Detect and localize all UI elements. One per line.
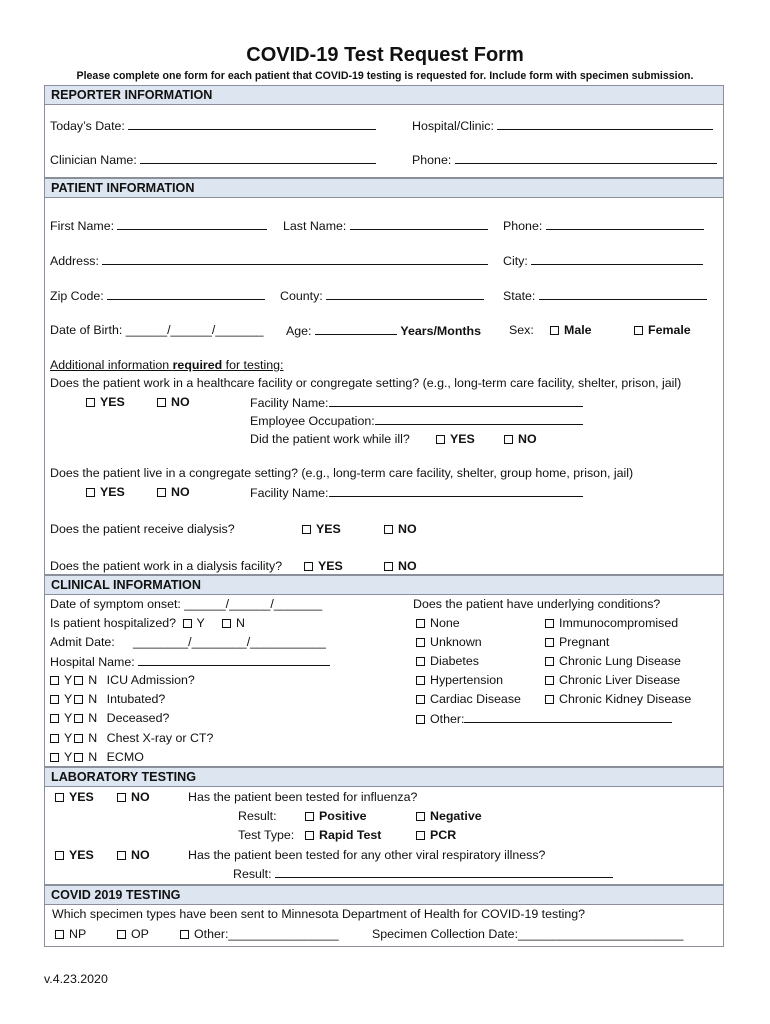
condition-diabetes[interactable]: [416, 654, 479, 668]
yes-label: YES: [69, 848, 94, 862]
checkbox-icon[interactable]: [50, 676, 59, 685]
state-field[interactable]: [503, 288, 707, 303]
condition-kidney[interactable]: [545, 692, 691, 706]
zip-label: Zip Code:: [50, 289, 104, 303]
no-label: NO: [398, 559, 417, 573]
facility-name-line[interactable]: [329, 485, 583, 497]
n-label: N: [88, 692, 98, 706]
age-line[interactable]: [315, 323, 397, 335]
checkbox-icon[interactable]: [545, 657, 554, 666]
clinical-header: CLINICAL INFORMATION: [44, 575, 724, 595]
test-type-pcr[interactable]: [416, 828, 456, 842]
intubated-row: [50, 692, 165, 706]
checkbox-icon[interactable]: [545, 695, 554, 704]
checkbox-icon[interactable]: [416, 638, 425, 647]
dialysis-facility-no[interactable]: [384, 559, 417, 573]
icu-row: [50, 673, 195, 687]
clinician-name-line[interactable]: [140, 152, 376, 164]
checkbox-icon[interactable]: [416, 619, 425, 628]
intubated-label: Intubated?: [106, 692, 166, 706]
n-label: N: [236, 616, 245, 630]
checkbox-icon[interactable]: [504, 435, 513, 444]
result-label: Result:: [238, 809, 277, 823]
negative-label: Negative: [430, 809, 482, 823]
age-field[interactable]: [286, 323, 481, 338]
specimen-np[interactable]: [55, 927, 86, 941]
q-dialysis-facility: Does the patient work in a dialysis facility?: [50, 559, 283, 573]
op-label: OP: [131, 927, 149, 941]
ecmo-row: [50, 750, 144, 764]
yes-label: YES: [318, 559, 343, 573]
n-label: N: [88, 673, 98, 687]
result-negative[interactable]: [416, 809, 482, 823]
condition-label: Pregnant: [559, 635, 610, 649]
worked-while-ill-no[interactable]: [504, 432, 537, 446]
y-label: Y: [64, 750, 73, 764]
city-label: City:: [503, 254, 528, 268]
condition-label: Unknown: [430, 635, 482, 649]
n-label: N: [88, 731, 98, 745]
hospital-clinic-field[interactable]: [412, 118, 713, 133]
condition-label: Diabetes: [430, 654, 479, 668]
q-specimen: Which specimen types have been sent to Minnesota Department of Health for COVID-19 testing?: [52, 907, 586, 921]
first-name-line[interactable]: [117, 218, 267, 230]
todays-date-field[interactable]: [50, 118, 376, 133]
address-label: Address:: [50, 254, 99, 268]
underlying-question: Does the patient have underlying conditions?: [413, 597, 661, 611]
condition-lung[interactable]: [545, 654, 681, 668]
healthcare-yes[interactable]: [86, 395, 125, 409]
other-viral-yes[interactable]: [55, 848, 94, 862]
condition-label: Immunocompromised: [559, 616, 679, 630]
condition-immunocompromised[interactable]: [545, 616, 678, 630]
facility-name-label: Facility Name:: [250, 486, 329, 500]
specimen-collection-date[interactable]: Specimen Collection Date:________________________: [372, 927, 684, 941]
other-viral-no[interactable]: [117, 848, 150, 862]
form-title: COVID-19 Test Request Form: [246, 44, 524, 66]
dialysis-no[interactable]: [384, 522, 417, 536]
hospital-name-line[interactable]: [138, 654, 330, 666]
checkbox-icon[interactable]: [74, 753, 83, 762]
checkbox-icon[interactable]: [86, 488, 95, 497]
q-congregate: Does the patient live in a congregate setting? (e.g., long-term care facility, shelter, group home, prison, jail): [50, 466, 634, 480]
employee-occupation-label: Employee Occupation:: [250, 414, 375, 428]
positive-label: Positive: [319, 809, 367, 823]
icu-label: ICU Admission?: [106, 673, 195, 687]
condition-hypertension[interactable]: [416, 673, 503, 687]
patient-header: PATIENT INFORMATION: [44, 178, 724, 198]
zip-field[interactable]: [50, 288, 265, 303]
condition-other-line[interactable]: [464, 711, 672, 723]
y-label: Y: [64, 673, 73, 687]
hospitalized-field: [50, 616, 245, 630]
q-dialysis: Does the patient receive dialysis?: [50, 522, 235, 536]
last-name-field[interactable]: [283, 218, 488, 233]
checkbox-icon[interactable]: [55, 930, 64, 939]
checkbox-icon[interactable]: [180, 930, 189, 939]
checkbox-icon[interactable]: [545, 638, 554, 647]
hospital-name-label: Hospital Name:: [50, 655, 135, 669]
condition-none[interactable]: [416, 616, 460, 630]
other-label: Other:________________: [194, 927, 339, 941]
no-label: NO: [171, 485, 190, 499]
condition-label: Chronic Lung Disease: [559, 654, 681, 668]
rapid-test-label: Rapid Test: [319, 828, 382, 842]
additional-info-heading: [50, 358, 283, 372]
congregate-no[interactable]: [157, 485, 190, 499]
checkbox-icon[interactable]: [74, 695, 83, 704]
checkbox-icon[interactable]: [74, 676, 83, 685]
todays-date-label: Today’s Date:: [50, 119, 125, 133]
hospital-clinic-label: Hospital/Clinic:: [412, 119, 494, 133]
sex-label: Sex:: [509, 323, 534, 337]
additional-pre: Additional information: [50, 358, 173, 372]
q-other-viral: Has the patient been tested for any other viral respiratory illness?: [188, 848, 546, 862]
checkbox-icon[interactable]: [550, 326, 559, 335]
other-viral-result-line[interactable]: [275, 866, 613, 878]
employee-occupation-field[interactable]: [250, 413, 583, 428]
city-field[interactable]: [503, 253, 703, 268]
y-label: Y: [64, 692, 73, 706]
age-label: Age:: [286, 324, 312, 338]
checkbox-icon[interactable]: [50, 753, 59, 762]
y-label: Y: [64, 731, 73, 745]
n-label: N: [88, 711, 98, 725]
address-field[interactable]: [50, 253, 488, 268]
checkbox-icon[interactable]: [55, 851, 64, 860]
no-label: NO: [518, 432, 537, 446]
condition-other[interactable]: [416, 711, 672, 726]
patient-phone-label: Phone:: [503, 219, 543, 233]
checkbox-icon[interactable]: [416, 657, 425, 666]
specimen-other[interactable]: [180, 927, 339, 941]
female-label: Female: [648, 323, 691, 337]
first-name-label: First Name:: [50, 219, 115, 233]
condition-label: Cardiac Disease: [430, 692, 521, 706]
checkbox-icon[interactable]: [50, 695, 59, 704]
checkbox-icon[interactable]: [157, 488, 166, 497]
city-line[interactable]: [531, 253, 703, 265]
condition-label: None: [430, 616, 460, 630]
additional-required: required: [172, 358, 223, 372]
checkbox-icon[interactable]: [305, 812, 314, 821]
chest-row: [50, 731, 213, 745]
no-label: NO: [131, 790, 150, 804]
checkbox-icon[interactable]: [305, 831, 314, 840]
checkbox-icon[interactable]: [384, 562, 393, 571]
checkbox-icon[interactable]: [416, 676, 425, 685]
checkbox-icon[interactable]: [74, 714, 83, 723]
specimen-op[interactable]: [117, 927, 149, 941]
pcr-label: PCR: [430, 828, 457, 842]
condition-pregnant[interactable]: [545, 635, 609, 649]
state-label: State:: [503, 289, 536, 303]
checkbox-icon[interactable]: [416, 831, 425, 840]
checkbox-icon[interactable]: [436, 435, 445, 444]
test-type-label: Test Type:: [238, 828, 295, 842]
admit-date-field[interactable]: ________/________/___________: [133, 635, 326, 649]
patient-phone-line[interactable]: [546, 218, 704, 230]
checkbox-icon[interactable]: [545, 619, 554, 628]
lab-header: LABORATORY TESTING: [44, 767, 724, 787]
hospital-name-field[interactable]: [50, 654, 330, 669]
congregate-yes[interactable]: [86, 485, 125, 499]
y-label: Y: [64, 711, 73, 725]
county-line[interactable]: [326, 288, 484, 300]
influenza-no[interactable]: [117, 790, 150, 804]
condition-label: Hypertension: [430, 673, 504, 687]
congregate-facility-field[interactable]: [250, 485, 583, 500]
result-label: Result:: [233, 867, 272, 881]
y-label: Y: [196, 616, 205, 630]
yes-label: YES: [100, 485, 125, 499]
female-checkbox[interactable]: [634, 323, 691, 337]
zip-line[interactable]: [107, 288, 265, 300]
last-name-line[interactable]: [350, 218, 488, 230]
form-subtitle: Please complete one form for each patient that COVID-19 testing is requested for. Include form with specimen submission.: [76, 70, 694, 82]
worked-while-ill-label: Did the patient work while ill?: [250, 432, 410, 446]
patient-phone-field[interactable]: [503, 218, 704, 233]
np-label: NP: [69, 927, 87, 941]
condition-label: Chronic Liver Disease: [559, 673, 681, 687]
chest-label: Chest X-ray or CT?: [106, 731, 214, 745]
deceased-row: [50, 711, 169, 725]
no-label: NO: [171, 395, 190, 409]
checkbox-icon[interactable]: [304, 562, 313, 571]
facility-name-line[interactable]: [329, 395, 583, 407]
result-positive[interactable]: [305, 809, 367, 823]
no-label: NO: [131, 848, 150, 862]
condition-liver[interactable]: [545, 673, 680, 687]
dob-field[interactable]: Date of Birth: ______/______/_______: [50, 323, 264, 337]
test-type-rapid[interactable]: [305, 828, 381, 842]
male-checkbox[interactable]: [550, 323, 592, 337]
male-label: Male: [564, 323, 592, 337]
version-label: v.4.23.2020: [44, 972, 108, 986]
ecmo-label: ECMO: [106, 750, 144, 764]
checkbox-icon[interactable]: [74, 734, 83, 743]
reporter-phone-line[interactable]: [455, 152, 717, 164]
reporter-header: REPORTER INFORMATION: [44, 85, 724, 105]
employee-occupation-line[interactable]: [375, 413, 583, 425]
last-name-label: Last Name:: [283, 219, 347, 233]
checkbox-icon[interactable]: [117, 793, 126, 802]
condition-label: Chronic Kidney Disease: [559, 692, 692, 706]
checkbox-icon[interactable]: [50, 714, 59, 723]
condition-cardiac[interactable]: [416, 692, 521, 706]
yes-label: YES: [100, 395, 125, 409]
state-line[interactable]: [539, 288, 707, 300]
yes-label: YES: [69, 790, 94, 804]
n-label: N: [88, 750, 98, 764]
checkbox-icon[interactable]: [545, 676, 554, 685]
dialysis-facility-yes[interactable]: [304, 559, 343, 573]
checkbox-icon[interactable]: [86, 398, 95, 407]
healthcare-facility-field[interactable]: [250, 395, 583, 410]
q-healthcare: Does the patient work in a healthcare facility or congregate setting? (e.g., long-term care facility, shelter, prison, jail): [50, 376, 682, 390]
condition-label: Other:: [430, 712, 465, 726]
influenza-yes[interactable]: [55, 790, 94, 804]
additional-post: for testing:: [222, 358, 284, 372]
checkbox-icon[interactable]: [50, 734, 59, 743]
checkbox-icon[interactable]: [183, 619, 192, 628]
todays-date-line[interactable]: [128, 118, 376, 130]
healthcare-no[interactable]: [157, 395, 190, 409]
yes-label: YES: [316, 522, 341, 536]
checkbox-icon[interactable]: [416, 812, 425, 821]
county-field[interactable]: [280, 288, 484, 303]
county-label: County:: [280, 289, 323, 303]
hospital-clinic-line[interactable]: [497, 118, 713, 130]
checkbox-icon[interactable]: [117, 851, 126, 860]
worked-while-ill-yes[interactable]: [436, 432, 475, 446]
other-viral-result-field[interactable]: [233, 866, 613, 881]
symptom-onset-field[interactable]: Date of symptom onset: ______/______/_______: [50, 597, 323, 611]
years-months-label: Years/Months: [400, 324, 481, 338]
checkbox-icon[interactable]: [55, 793, 64, 802]
checkbox-icon[interactable]: [416, 695, 425, 704]
covid-header: COVID 2019 TESTING: [44, 885, 724, 905]
deceased-label: Deceased?: [106, 711, 170, 725]
address-line[interactable]: [102, 253, 488, 265]
checkbox-icon[interactable]: [117, 930, 126, 939]
checkbox-icon[interactable]: [416, 715, 425, 724]
facility-name-label: Facility Name:: [250, 396, 329, 410]
reporter-phone-label: Phone:: [412, 153, 452, 167]
q-influenza: Has the patient been tested for influenza?: [188, 790, 418, 804]
checkbox-icon[interactable]: [157, 398, 166, 407]
reporter-phone-field[interactable]: [412, 152, 717, 167]
dialysis-yes[interactable]: [302, 522, 341, 536]
condition-unknown[interactable]: [416, 635, 482, 649]
checkbox-icon[interactable]: [384, 525, 393, 534]
checkbox-icon[interactable]: [222, 619, 231, 628]
admit-date-label: Admit Date:: [50, 635, 115, 649]
checkbox-icon[interactable]: [302, 525, 311, 534]
hospitalized-label: Is patient hospitalized?: [50, 616, 177, 630]
clinician-name-label: Clinician Name:: [50, 153, 137, 167]
clinician-name-field[interactable]: [50, 152, 376, 167]
yes-label: YES: [450, 432, 475, 446]
checkbox-icon[interactable]: [634, 326, 643, 335]
no-label: NO: [398, 522, 417, 536]
first-name-field[interactable]: [50, 218, 267, 233]
